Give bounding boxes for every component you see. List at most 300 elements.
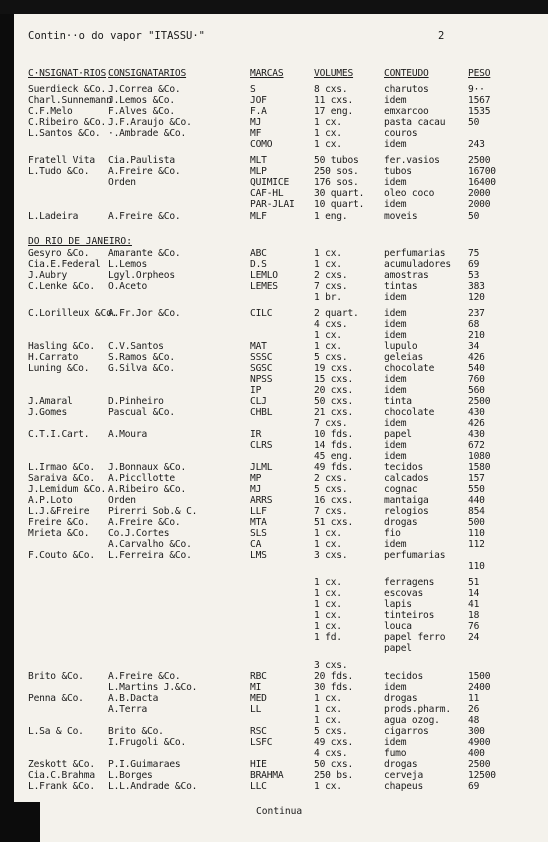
cell-volume: 3 cxs. [314, 550, 348, 561]
cell-content: charutos [384, 84, 429, 95]
cell-consignor: L.Irmao &Co. [28, 462, 95, 473]
cell-mark: RBC [250, 671, 267, 682]
cell-mark: SSSC [250, 352, 273, 363]
cell-mark: LMS [250, 550, 267, 561]
cell-mark: JLML [250, 462, 273, 473]
scan-edge-corner [0, 802, 40, 842]
cell-volume: 1 cx. [314, 330, 342, 341]
cell-consignor: C.T.I.Cart. [28, 429, 90, 440]
cell-mark: MED [250, 693, 267, 704]
table-row [0, 495, 548, 506]
cell-consignee: A.Freire &Co. [108, 166, 181, 177]
cell-weight: 426 [468, 418, 485, 429]
cell-consignor: J.Lemidum &Co. [28, 484, 107, 495]
cell-mark: F.A [250, 106, 267, 117]
cell-consignee: Co.J.Cortes [108, 528, 170, 539]
cell-volume: 1 eng. [314, 211, 348, 222]
table-row [0, 517, 548, 528]
cell-content: geleias [384, 352, 424, 363]
cell-consignee: L.L.Andrade &Co. [108, 781, 198, 792]
cell-mark: SLS [250, 528, 267, 539]
table-row [0, 451, 548, 462]
cell-mark: COMO [250, 139, 273, 150]
cell-mark: LEMLO [250, 270, 278, 281]
document-title: Contin··o do vapor "ITASSU·" [28, 30, 206, 42]
cell-consignor: Suerdieck &Co. [28, 84, 107, 95]
cell-weight: 11 [468, 693, 480, 704]
cell-mark: ABC [250, 248, 267, 259]
cell-weight: 68 [468, 319, 480, 330]
cell-volume: 2 cxs. [314, 270, 348, 281]
cell-consignee: A.Freire &Co. [108, 517, 181, 528]
cell-weight: 1080 [468, 451, 491, 462]
cell-content: papel [384, 429, 412, 440]
cell-volume: 2 quart. [314, 308, 359, 319]
cell-consignor: F.Couto &Co. [28, 550, 95, 561]
cell-content: idem [384, 418, 407, 429]
table-row [0, 462, 548, 473]
cell-volume: 20 cxs. [314, 385, 354, 396]
cell-consignee: A.Terra [108, 704, 148, 715]
cell-volume: 1 cx. [314, 781, 342, 792]
cell-weight: 14 [468, 588, 480, 599]
cell-consignor: J.Gomes [28, 407, 68, 418]
cell-weight: 41 [468, 599, 480, 610]
cell-weight: 69 [468, 781, 480, 792]
cell-content: idem [384, 139, 407, 150]
cell-mark: CHBL [250, 407, 273, 418]
cell-weight: 50 [468, 117, 480, 128]
cell-mark: QUIMICE [250, 177, 290, 188]
cell-consignee: A.Freire &Co. [108, 671, 181, 682]
cell-weight: 1567 [468, 95, 491, 106]
cell-weight: 75 [468, 248, 480, 259]
table-row [0, 139, 548, 150]
table-row [0, 577, 548, 588]
cell-volume: 250 bs. [314, 770, 354, 781]
table-row [0, 440, 548, 451]
table-row [0, 418, 548, 429]
table-row [0, 528, 548, 539]
table-row [0, 363, 548, 374]
cell-consignor: L.J.&Freire [28, 506, 90, 517]
table-row [0, 781, 548, 792]
cell-weight: 9·· [468, 84, 485, 95]
cell-content: idem [384, 374, 407, 385]
cell-consignor: Zeskott &Co. [28, 759, 95, 770]
cell-content: tecidos [384, 671, 424, 682]
cell-weight: 383 [468, 281, 485, 292]
table-row [0, 643, 548, 654]
cell-content: amostras [384, 270, 429, 281]
cell-consignee: Lgyl.Orpheos [108, 270, 175, 281]
cell-weight: 112 [468, 539, 485, 550]
cell-weight: 2500 [468, 396, 491, 407]
cell-weight: 560 [468, 385, 485, 396]
cell-volume: 45 eng. [314, 451, 354, 462]
cell-content: chocolate [384, 407, 435, 418]
cell-consignor: Saraiva &Co. [28, 473, 95, 484]
cell-weight: 760 [468, 374, 485, 385]
cell-consignor: C.Lenke &Co. [28, 281, 95, 292]
cell-volume: 16 cxs. [314, 495, 354, 506]
cell-volume: 1 cx. [314, 528, 342, 539]
cell-volume: 1 cx. [314, 248, 342, 259]
cell-content: chocolate [384, 363, 435, 374]
cell-consignee: L.Martins J.&Co. [108, 682, 198, 693]
page-number: 2 [438, 30, 445, 42]
cell-consignor: H.Carrato [28, 352, 79, 363]
cell-weight: 1500 [468, 671, 491, 682]
cell-mark: BRAHMA [250, 770, 284, 781]
cell-volume: 7 cxs. [314, 418, 348, 429]
cell-consignor: Hasling &Co. [28, 341, 95, 352]
table-row [0, 506, 548, 517]
cell-mark: MP [250, 473, 262, 484]
cell-weight: 16700 [468, 166, 496, 177]
cell-consignor: Brito &Co. [28, 671, 84, 682]
cell-content: idem [384, 95, 407, 106]
cell-content: drogas [384, 759, 418, 770]
cell-volume: 4 cxs. [314, 319, 348, 330]
cell-consignor: L.Santos &Co. [28, 128, 101, 139]
table-row [0, 770, 548, 781]
cell-mark: CA [250, 539, 262, 550]
cell-content: cigarros [384, 726, 429, 737]
cell-volume: 1 cx. [314, 128, 342, 139]
cell-weight: 18 [468, 610, 480, 621]
cell-weight: 2500 [468, 759, 491, 770]
cell-content: tinteiros [384, 610, 435, 621]
cell-volume: 1 cx. [314, 117, 342, 128]
cell-consignee: A.Piccllotte [108, 473, 175, 484]
cell-weight: 53 [468, 270, 480, 281]
cell-content: idem [384, 440, 407, 451]
cell-weight: 1580 [468, 462, 491, 473]
table-row [0, 352, 548, 363]
table-row [0, 726, 548, 737]
cell-weight: 400 [468, 748, 485, 759]
cell-weight: 24 [468, 632, 480, 643]
table-row [0, 748, 548, 759]
cell-volume: 19 cxs. [314, 363, 354, 374]
table-row [0, 396, 548, 407]
cell-volume: 1 cx. [314, 704, 342, 715]
cell-weight: 34 [468, 341, 480, 352]
cell-volume: 1 cx. [314, 693, 342, 704]
cell-consignor: L.Sa & Co. [28, 726, 84, 737]
cell-weight: 76 [468, 621, 480, 632]
cell-mark: LEMES [250, 281, 278, 292]
cell-weight: 1535 [468, 106, 491, 117]
cell-content: perfumarias [384, 248, 446, 259]
cell-mark: LL [250, 704, 262, 715]
cell-weight: 430 [468, 407, 485, 418]
cell-weight: 157 [468, 473, 485, 484]
cell-consignee: A.Carvalho &Co. [108, 539, 192, 550]
cell-mark: LSFC [250, 737, 273, 748]
cell-weight: 2000 [468, 199, 491, 210]
cell-mark: MJ [250, 484, 262, 495]
cell-weight: 12500 [468, 770, 496, 781]
cell-mark: D.S [250, 259, 267, 270]
table-row [0, 95, 548, 106]
cell-weight: 48 [468, 715, 480, 726]
table-row [0, 166, 548, 177]
table-row [0, 660, 548, 671]
cell-mark: PAR-JLAI [250, 199, 295, 210]
cell-volume: 1 cx. [314, 577, 342, 588]
cell-volume: 1 cx. [314, 259, 342, 270]
cell-volume: 5 cxs. [314, 726, 348, 737]
cell-weight: 300 [468, 726, 485, 737]
cell-consignor: J.Aubry [28, 270, 68, 281]
cell-volume: 7 cxs. [314, 281, 348, 292]
cell-mark: JOF [250, 95, 267, 106]
table-row [0, 188, 548, 199]
cell-weight: 672 [468, 440, 485, 451]
cell-mark: LLF [250, 506, 267, 517]
table-row [0, 671, 548, 682]
cell-content: tecidos [384, 462, 424, 473]
cell-content: idem [384, 292, 407, 303]
header-weight: PESO [468, 68, 491, 79]
cell-consignee: A.B.Dacta [108, 693, 159, 704]
cell-mark: MAT [250, 341, 267, 352]
cell-content: relogios [384, 506, 429, 517]
table-row [0, 539, 548, 550]
cell-content: perfumarias [384, 550, 446, 561]
cell-volume: 15 cxs. [314, 374, 354, 385]
cell-content: oleo coco [384, 188, 435, 199]
cell-content: tinta [384, 396, 412, 407]
table-row [0, 682, 548, 693]
cell-volume: 1 cx. [314, 139, 342, 150]
header-contents: CONTEUDO [384, 68, 429, 79]
cell-weight: 500 [468, 517, 485, 528]
cell-content: ferragens [384, 577, 435, 588]
cell-consignee: L.Lemos [108, 259, 148, 270]
cell-weight: 120 [468, 292, 485, 303]
cell-weight: 69 [468, 259, 480, 270]
table-row [0, 281, 548, 292]
table-row [0, 473, 548, 484]
cell-content: drogas [384, 693, 418, 704]
cell-volume: 50 tubos [314, 155, 359, 166]
cell-consignee: A.Moura [108, 429, 148, 440]
cell-consignee: Cia.Paulista [108, 155, 175, 166]
cell-mark: NPSS [250, 374, 273, 385]
cell-volume: 1 br. [314, 292, 342, 303]
cell-consignee: A.Fr.Jor &Co. [108, 308, 181, 319]
cell-consignor: Fratell Vita [28, 155, 95, 166]
cell-mark: CILC [250, 308, 273, 319]
cell-content: pasta cacau [384, 117, 446, 128]
cell-consignor: Penna &Co. [28, 693, 84, 704]
cell-content: escovas [384, 588, 424, 599]
cell-volume: 3 cxs. [314, 660, 348, 671]
cell-content: idem [384, 308, 407, 319]
cell-consignee: O.Aceto [108, 281, 148, 292]
cell-weight: 540 [468, 363, 485, 374]
cell-consignee: L.Ferreira &Co. [108, 550, 192, 561]
cell-consignor: Freire &Co. [28, 517, 90, 528]
cell-consignor: L.Ladeira [28, 211, 79, 222]
cell-weight: 2400 [468, 682, 491, 693]
cell-content: agua ozog. [384, 715, 440, 726]
cell-weight: 2500 [468, 155, 491, 166]
cell-consignee: F.Alves &Co. [108, 106, 175, 117]
cell-consignee: Pascual &Co. [108, 407, 175, 418]
cell-mark: ARRS [250, 495, 273, 506]
table-row [0, 588, 548, 599]
cell-volume: 11 cxs. [314, 95, 354, 106]
cell-volume: 1 fd. [314, 632, 342, 643]
cell-volume: 5 cxs. [314, 352, 348, 363]
table-row [0, 330, 548, 341]
footer-continua: Continua [256, 806, 303, 817]
cell-content: idem [384, 199, 407, 210]
table-row [0, 128, 548, 139]
cell-mark: MLP [250, 166, 267, 177]
cell-consignor: Charl.Sunnemann [28, 95, 112, 106]
table-row [0, 561, 548, 572]
cell-consignee: A.Ribeiro &Co. [108, 484, 187, 495]
cell-content: idem [384, 451, 407, 462]
cell-mark: MLT [250, 155, 267, 166]
table-row [0, 693, 548, 704]
cell-volume: 1 cx. [314, 588, 342, 599]
cell-content: idem [384, 737, 407, 748]
cell-content: fio [384, 528, 401, 539]
table-row [0, 599, 548, 610]
table-row [0, 84, 548, 95]
cell-volume: 7 cxs. [314, 506, 348, 517]
cell-consignee: I.Frugoli &Co. [108, 737, 187, 748]
cell-content: calcados [384, 473, 429, 484]
cell-mark: SGSC [250, 363, 273, 374]
table-row [0, 737, 548, 748]
cell-consignor: Cia.E.Federal [28, 259, 101, 270]
table-row [0, 632, 548, 643]
cell-weight: 426 [468, 352, 485, 363]
cell-content: idem [384, 682, 407, 693]
cell-volume: 5 cxs. [314, 484, 348, 495]
cell-consignee: A.Freire &Co. [108, 211, 181, 222]
cell-consignor: L.Tudo &Co. [28, 166, 90, 177]
cell-mark: MI [250, 682, 262, 693]
cell-weight: 16400 [468, 177, 496, 188]
cell-weight: 440 [468, 495, 485, 506]
cell-content: tintas [384, 281, 418, 292]
scan-edge-top [0, 0, 548, 14]
cell-weight: 210 [468, 330, 485, 341]
cell-volume: 30 quart. [314, 188, 365, 199]
cell-content: prods.pharm. [384, 704, 451, 715]
cell-mark: IP [250, 385, 262, 396]
cell-content: lupulo [384, 341, 418, 352]
cell-volume: 51 cxs. [314, 517, 354, 528]
cell-weight: 51 [468, 577, 480, 588]
table-row [0, 429, 548, 440]
cell-volume: 17 eng. [314, 106, 354, 117]
cell-content: tubos [384, 166, 412, 177]
cell-content: idem [384, 319, 407, 330]
table-row [0, 155, 548, 166]
cell-weight: 4900 [468, 737, 491, 748]
cell-consignee: Orden [108, 177, 136, 188]
cell-consignee: J.Bonnaux &Co. [108, 462, 187, 473]
cell-volume: 50 cxs. [314, 759, 354, 770]
table-row [0, 704, 548, 715]
cell-content: idem [384, 385, 407, 396]
cell-mark: CLRS [250, 440, 273, 451]
cell-mark: IR [250, 429, 262, 440]
cell-consignee: S.Ramos &Co. [108, 352, 175, 363]
cell-content: fer.vasios [384, 155, 440, 166]
cell-consignor: A.P.Loto [28, 495, 73, 506]
cell-mark: RSC [250, 726, 267, 737]
cell-consignee: ·.Ambrade &Co. [108, 128, 187, 139]
cell-volume: 50 cxs. [314, 396, 354, 407]
cell-consignor: J.Amaral [28, 396, 73, 407]
cell-content: idem [384, 177, 407, 188]
cell-weight: 430 [468, 429, 485, 440]
table-row [0, 117, 548, 128]
cell-volume: 10 quart. [314, 199, 365, 210]
cell-consignee: L.Borges [108, 770, 153, 781]
cell-consignee: Pirerri Sob.& C. [108, 506, 198, 517]
cell-mark: CLJ [250, 396, 267, 407]
table-row [0, 248, 548, 259]
cell-mark: S [250, 84, 256, 95]
cell-consignor: Cia.C.Brahma [28, 770, 95, 781]
table-row [0, 106, 548, 117]
table-row [0, 484, 548, 495]
cell-volume: 20 fds. [314, 671, 354, 682]
cell-mark: LLC [250, 781, 267, 792]
cell-weight: 2000 [468, 188, 491, 199]
cell-content: emxarcoo [384, 106, 429, 117]
cell-volume: 250 sos. [314, 166, 359, 177]
header-consignors: C·NSIGNAT·RIOS [28, 68, 107, 79]
table-row [0, 211, 548, 222]
cell-consignor: Gesyro &Co. [28, 248, 90, 259]
cell-content: fumo [384, 748, 407, 759]
cell-weight: 110 [468, 561, 485, 572]
cell-consignee: G.Silva &Co. [108, 363, 175, 374]
cell-consignor: Mrieta &Co. [28, 528, 90, 539]
cell-weight: 243 [468, 139, 485, 150]
table-row [0, 177, 548, 188]
cell-volume: 14 fds. [314, 440, 354, 451]
cell-volume: 21 cxs. [314, 407, 354, 418]
cell-consignee: J.Lemos &Co. [108, 95, 175, 106]
cell-volume: 49 fds. [314, 462, 354, 473]
cell-volume: 30 fds. [314, 682, 354, 693]
table-row [0, 550, 548, 561]
cell-weight: 50 [468, 211, 480, 222]
table-row [0, 621, 548, 632]
table-row [0, 715, 548, 726]
cell-weight: 110 [468, 528, 485, 539]
cell-weight: 26 [468, 704, 480, 715]
cell-content: idem [384, 330, 407, 341]
table-row [0, 270, 548, 281]
table-row [0, 319, 548, 330]
cell-consignor: C.Lorilleux &Co. [28, 308, 118, 319]
cell-volume: 10 fds. [314, 429, 354, 440]
